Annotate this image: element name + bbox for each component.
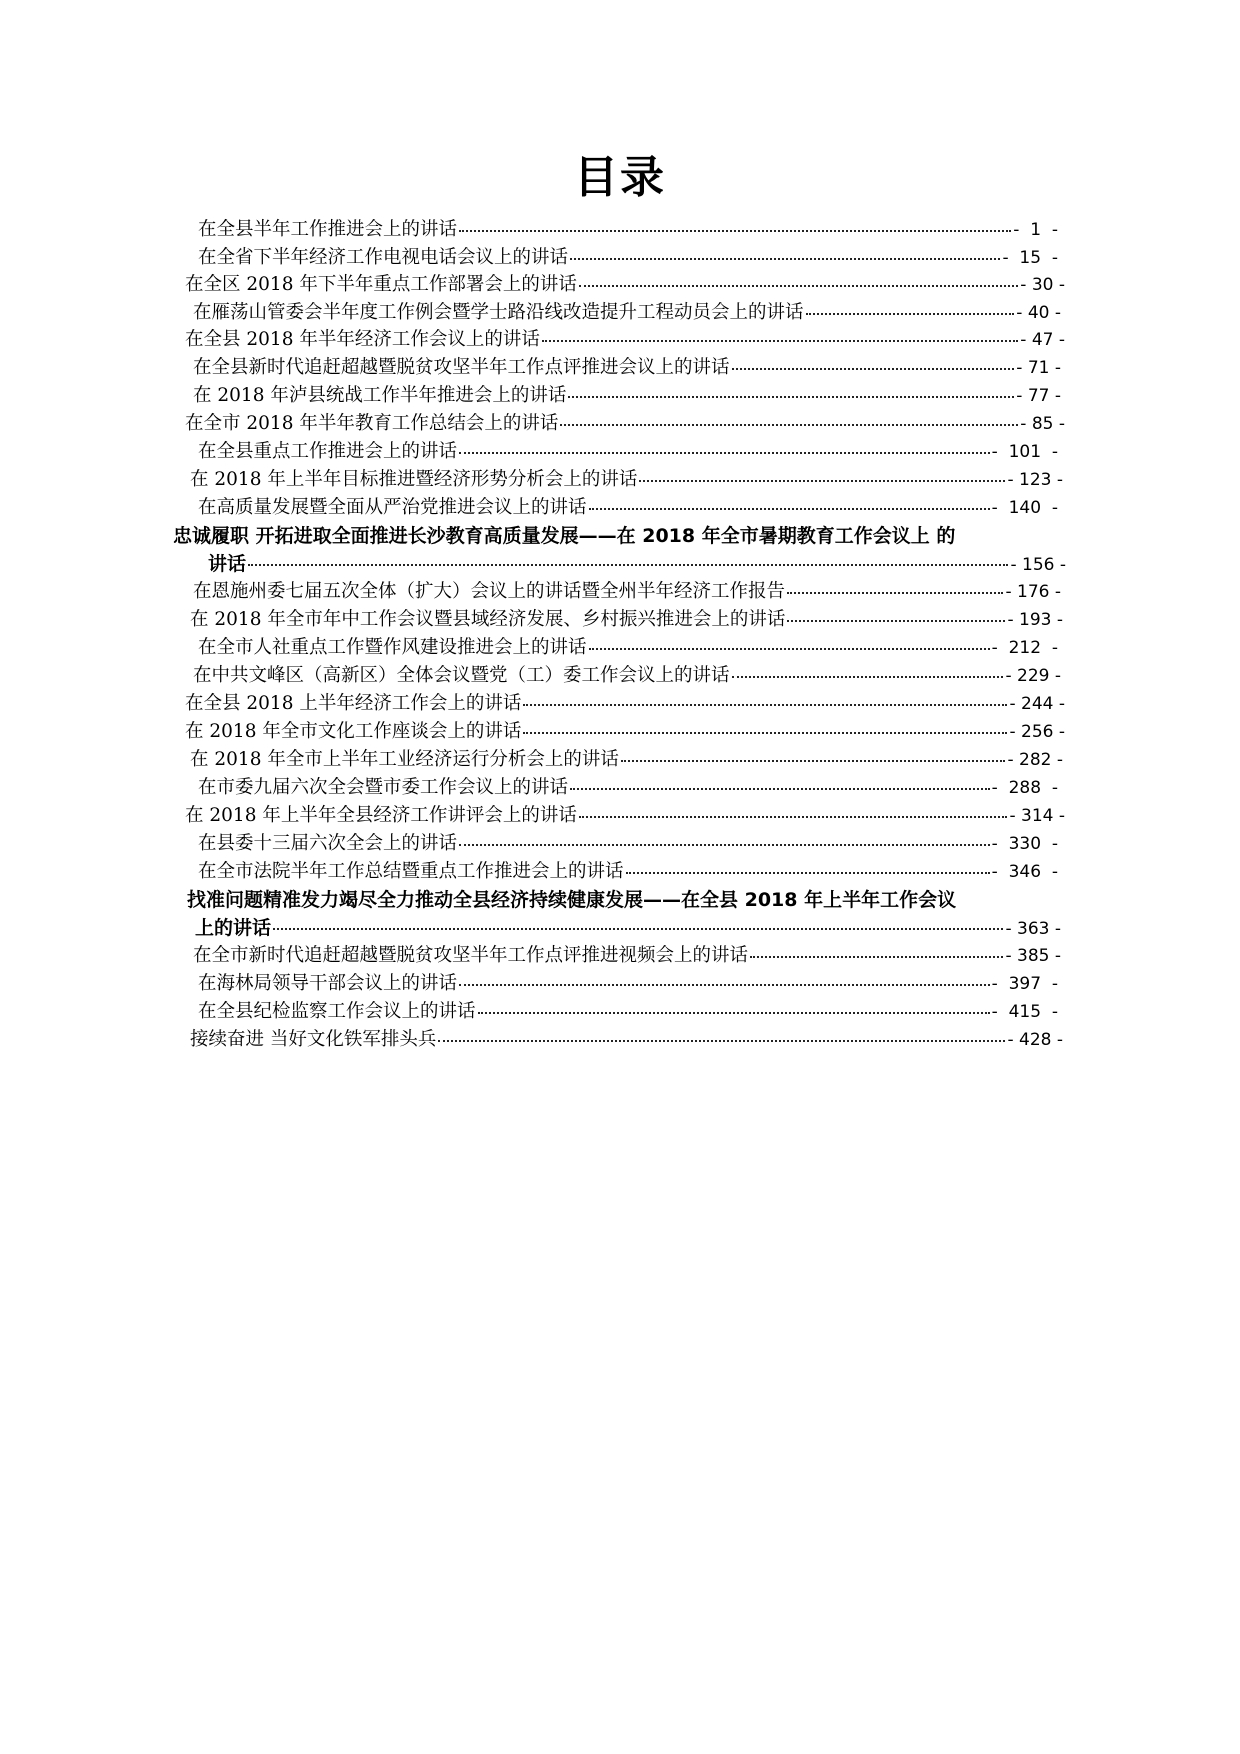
toc-entry[interactable] bbox=[193, 383, 1061, 409]
toc-entry[interactable] bbox=[198, 439, 1058, 465]
toc-dot-leader bbox=[478, 1011, 990, 1014]
toc-dot-leader bbox=[806, 312, 1015, 315]
toc-entry-title: 在全区 2018 年下半年重点工作部署会上的讲话 bbox=[185, 274, 577, 295]
toc-entry-title: 在全县纪检监察工作会议上的讲话 bbox=[198, 1001, 476, 1022]
toc-entry-page: - 156 - bbox=[1010, 555, 1066, 575]
toc-entry-page: - 363 - bbox=[1005, 919, 1061, 939]
toc-entry-page: - 193 - bbox=[1007, 610, 1063, 630]
toc-entry-title: 在全县重点工作推进会上的讲话 bbox=[198, 441, 458, 462]
toc-entry-page: - 1 - bbox=[1013, 220, 1058, 240]
toc-entry[interactable] bbox=[185, 691, 1065, 717]
toc-dot-leader bbox=[273, 927, 1003, 930]
toc-dot-leader bbox=[459, 983, 990, 986]
toc-entry-title: 在全市新时代追赶超越暨脱贫攻坚半年工作点评推进视频会上的讲话 bbox=[193, 945, 749, 966]
toc-entry-page: - 397 - bbox=[991, 974, 1058, 994]
toc-entry[interactable] bbox=[193, 355, 1061, 381]
toc-entry[interactable] bbox=[187, 887, 1067, 913]
toc-entry[interactable] bbox=[190, 747, 1063, 773]
toc-entry-page: - 176 - bbox=[1005, 582, 1061, 602]
toc-entry[interactable] bbox=[195, 915, 1061, 941]
toc-entry-page: - 140 - bbox=[991, 498, 1058, 518]
toc-entry-title: 在全县半年工作推进会上的讲话 bbox=[198, 219, 458, 240]
toc-dot-leader bbox=[570, 787, 990, 790]
toc-dot-leader bbox=[568, 395, 1014, 398]
toc-entry-title: 在 2018 年全市上半年工业经济运行分析会上的讲话 bbox=[190, 749, 619, 770]
toc-entry-page: - 77 - bbox=[1016, 386, 1061, 406]
toc-entry-page: - 256 - bbox=[1009, 722, 1065, 742]
toc-entry[interactable] bbox=[185, 803, 1065, 829]
toc-entry-page: - 212 - bbox=[991, 638, 1058, 658]
toc-entry-page: - 30 - bbox=[1020, 275, 1065, 295]
toc-entry[interactable] bbox=[198, 971, 1058, 997]
toc-entry[interactable] bbox=[198, 775, 1058, 801]
toc-dot-leader bbox=[523, 731, 1007, 734]
toc-entry[interactable] bbox=[198, 859, 1058, 885]
toc-entry[interactable] bbox=[198, 635, 1058, 661]
toc-dot-leader bbox=[560, 423, 1018, 426]
toc-entry-page: - 314 - bbox=[1009, 806, 1065, 826]
toc-entry-title: 在 2018 年上半年全县经济工作讲评会上的讲话 bbox=[185, 805, 577, 826]
toc-entry[interactable] bbox=[193, 943, 1061, 969]
toc-entry-title: 在全市人社重点工作暨作风建设推进会上的讲话 bbox=[198, 637, 587, 658]
toc-entry-title: 在全市法院半年工作总结暨重点工作推进会上的讲话 bbox=[198, 861, 624, 882]
toc-entry-page: - 385 - bbox=[1005, 946, 1061, 966]
toc-entry-page: - 346 - bbox=[991, 862, 1058, 882]
toc-dot-leader bbox=[248, 563, 1008, 566]
toc-entry-title: 在全县新时代追赶超越暨脱贫攻坚半年工作点评推进会议上的讲话 bbox=[193, 357, 730, 378]
toc-entry-title: 在 2018 年泸县统战工作半年推进会上的讲话 bbox=[193, 385, 567, 406]
toc-dot-leader bbox=[626, 871, 990, 874]
toc-entry-page: - 101 - bbox=[991, 442, 1058, 462]
toc-entry-title: 在全省下半年经济工作电视电话会议上的讲话 bbox=[198, 247, 569, 268]
toc-entry-page: - 15 - bbox=[1002, 248, 1058, 268]
toc-entry[interactable] bbox=[193, 300, 1061, 326]
toc-entry[interactable] bbox=[198, 831, 1058, 857]
toc-dot-leader bbox=[579, 284, 1018, 287]
toc-entry-page: - 288 - bbox=[991, 778, 1058, 798]
toc-entry[interactable] bbox=[185, 411, 1065, 437]
toc-entry-page: - 47 - bbox=[1020, 330, 1065, 350]
toc-entry[interactable] bbox=[190, 1027, 1063, 1053]
toc-entry-title: 在市委九届六次全会暨市委工作会议上的讲话 bbox=[198, 777, 569, 798]
toc-entry-title: 在中共文峰区（高新区）全体会议暨党（工）委工作会议上的讲话 bbox=[193, 665, 730, 686]
toc-dot-leader bbox=[750, 955, 1003, 958]
toc-dot-leader bbox=[732, 367, 1015, 370]
toc-entry-title: 在 2018 年全市年中工作会议暨县域经济发展、乡村振兴推进会上的讲话 bbox=[190, 609, 786, 630]
toc-entry-title: 在 2018 年上半年目标推进暨经济形势分析会上的讲话 bbox=[190, 469, 638, 490]
toc-entry[interactable] bbox=[198, 999, 1058, 1025]
toc-dot-leader bbox=[459, 451, 990, 454]
toc-entry-title: 上的讲话 bbox=[195, 917, 272, 939]
toc-entry[interactable] bbox=[193, 579, 1061, 605]
toc-dot-leader bbox=[639, 479, 1005, 482]
toc-entry[interactable] bbox=[198, 245, 1058, 271]
toc-entry[interactable] bbox=[193, 663, 1061, 689]
toc-entry[interactable] bbox=[185, 327, 1065, 353]
toc-entry-page: - 428 - bbox=[1007, 1030, 1063, 1050]
toc-dot-leader bbox=[438, 1039, 1005, 1042]
toc-dot-leader bbox=[523, 703, 1007, 706]
toc-entry-page: - 123 - bbox=[1007, 470, 1063, 490]
toc-entry-title: 在 2018 年全市文化工作座谈会上的讲话 bbox=[185, 721, 522, 742]
toc-entry-page: - 229 - bbox=[1005, 666, 1061, 686]
toc-entry-title: 在恩施州委七届五次全体（扩大）会议上的讲话暨全州半年经济工作报告 bbox=[193, 581, 786, 602]
toc-entry-title: 在全市 2018 年半年教育工作总结会上的讲话 bbox=[185, 413, 559, 434]
toc-entry-title: 在县委十三届六次全会上的讲话 bbox=[198, 833, 458, 854]
toc-entry[interactable] bbox=[185, 272, 1065, 298]
toc-entry-page: - 244 - bbox=[1009, 694, 1065, 714]
toc-dot-leader bbox=[787, 619, 1005, 622]
toc-entry-page: - 85 - bbox=[1020, 414, 1065, 434]
toc-entry[interactable] bbox=[198, 495, 1058, 521]
toc-entry-title: 在全县 2018 上半年经济工作会上的讲话 bbox=[185, 693, 522, 714]
page-title: 目录 bbox=[574, 152, 666, 203]
toc-entry-title: 在海林局领导干部会议上的讲话 bbox=[198, 973, 458, 994]
toc-entry-title: 找准问题精准发力竭尽全力推动全县经济持续健康发展——在全县 2018 年上半年工作会议 bbox=[187, 889, 957, 911]
toc-entry-title: 在雁荡山管委会半年度工作例会暨学士路沿线改造提升工程动员会上的讲话 bbox=[193, 302, 804, 323]
toc-entry[interactable] bbox=[190, 607, 1063, 633]
toc-entry-page: - 71 - bbox=[1016, 358, 1061, 378]
toc-entry-title: 接续奋进 当好文化铁军排头兵 bbox=[190, 1029, 437, 1050]
toc-entry-page: - 282 - bbox=[1007, 750, 1063, 770]
toc-entry[interactable] bbox=[173, 523, 1073, 549]
toc-dot-leader bbox=[787, 591, 1003, 594]
toc-entry-title: 在全县 2018 年半年经济工作会议上的讲话 bbox=[185, 329, 540, 350]
toc-entry-page: - 415 - bbox=[991, 1002, 1058, 1022]
toc-dot-leader bbox=[732, 675, 1004, 678]
toc-dot-leader bbox=[459, 843, 990, 846]
toc-entry[interactable] bbox=[190, 467, 1063, 493]
toc-dot-leader bbox=[570, 257, 1000, 260]
toc-dot-leader bbox=[579, 815, 1008, 818]
toc-dot-leader bbox=[542, 339, 1018, 342]
toc-dot-leader bbox=[589, 507, 990, 510]
toc-entry-page: - 40 - bbox=[1016, 303, 1061, 323]
toc-entry[interactable] bbox=[185, 719, 1065, 745]
toc-entry-title: 在高质量发展暨全面从严治党推进会议上的讲话 bbox=[198, 497, 587, 518]
toc-entry-title: 讲话 bbox=[208, 553, 247, 575]
toc-entry-page: - 330 - bbox=[991, 834, 1058, 854]
toc-entry[interactable] bbox=[208, 551, 1066, 577]
toc-dot-leader bbox=[621, 759, 1006, 762]
toc-dot-leader bbox=[459, 229, 1011, 232]
toc-entry-title: 忠诚履职 开拓进取全面推进长沙教育高质量发展——在 2018 年全市暑期教育工作会议上 的 bbox=[173, 525, 956, 547]
toc-dot-leader bbox=[589, 647, 990, 650]
toc-entry[interactable] bbox=[198, 217, 1058, 243]
